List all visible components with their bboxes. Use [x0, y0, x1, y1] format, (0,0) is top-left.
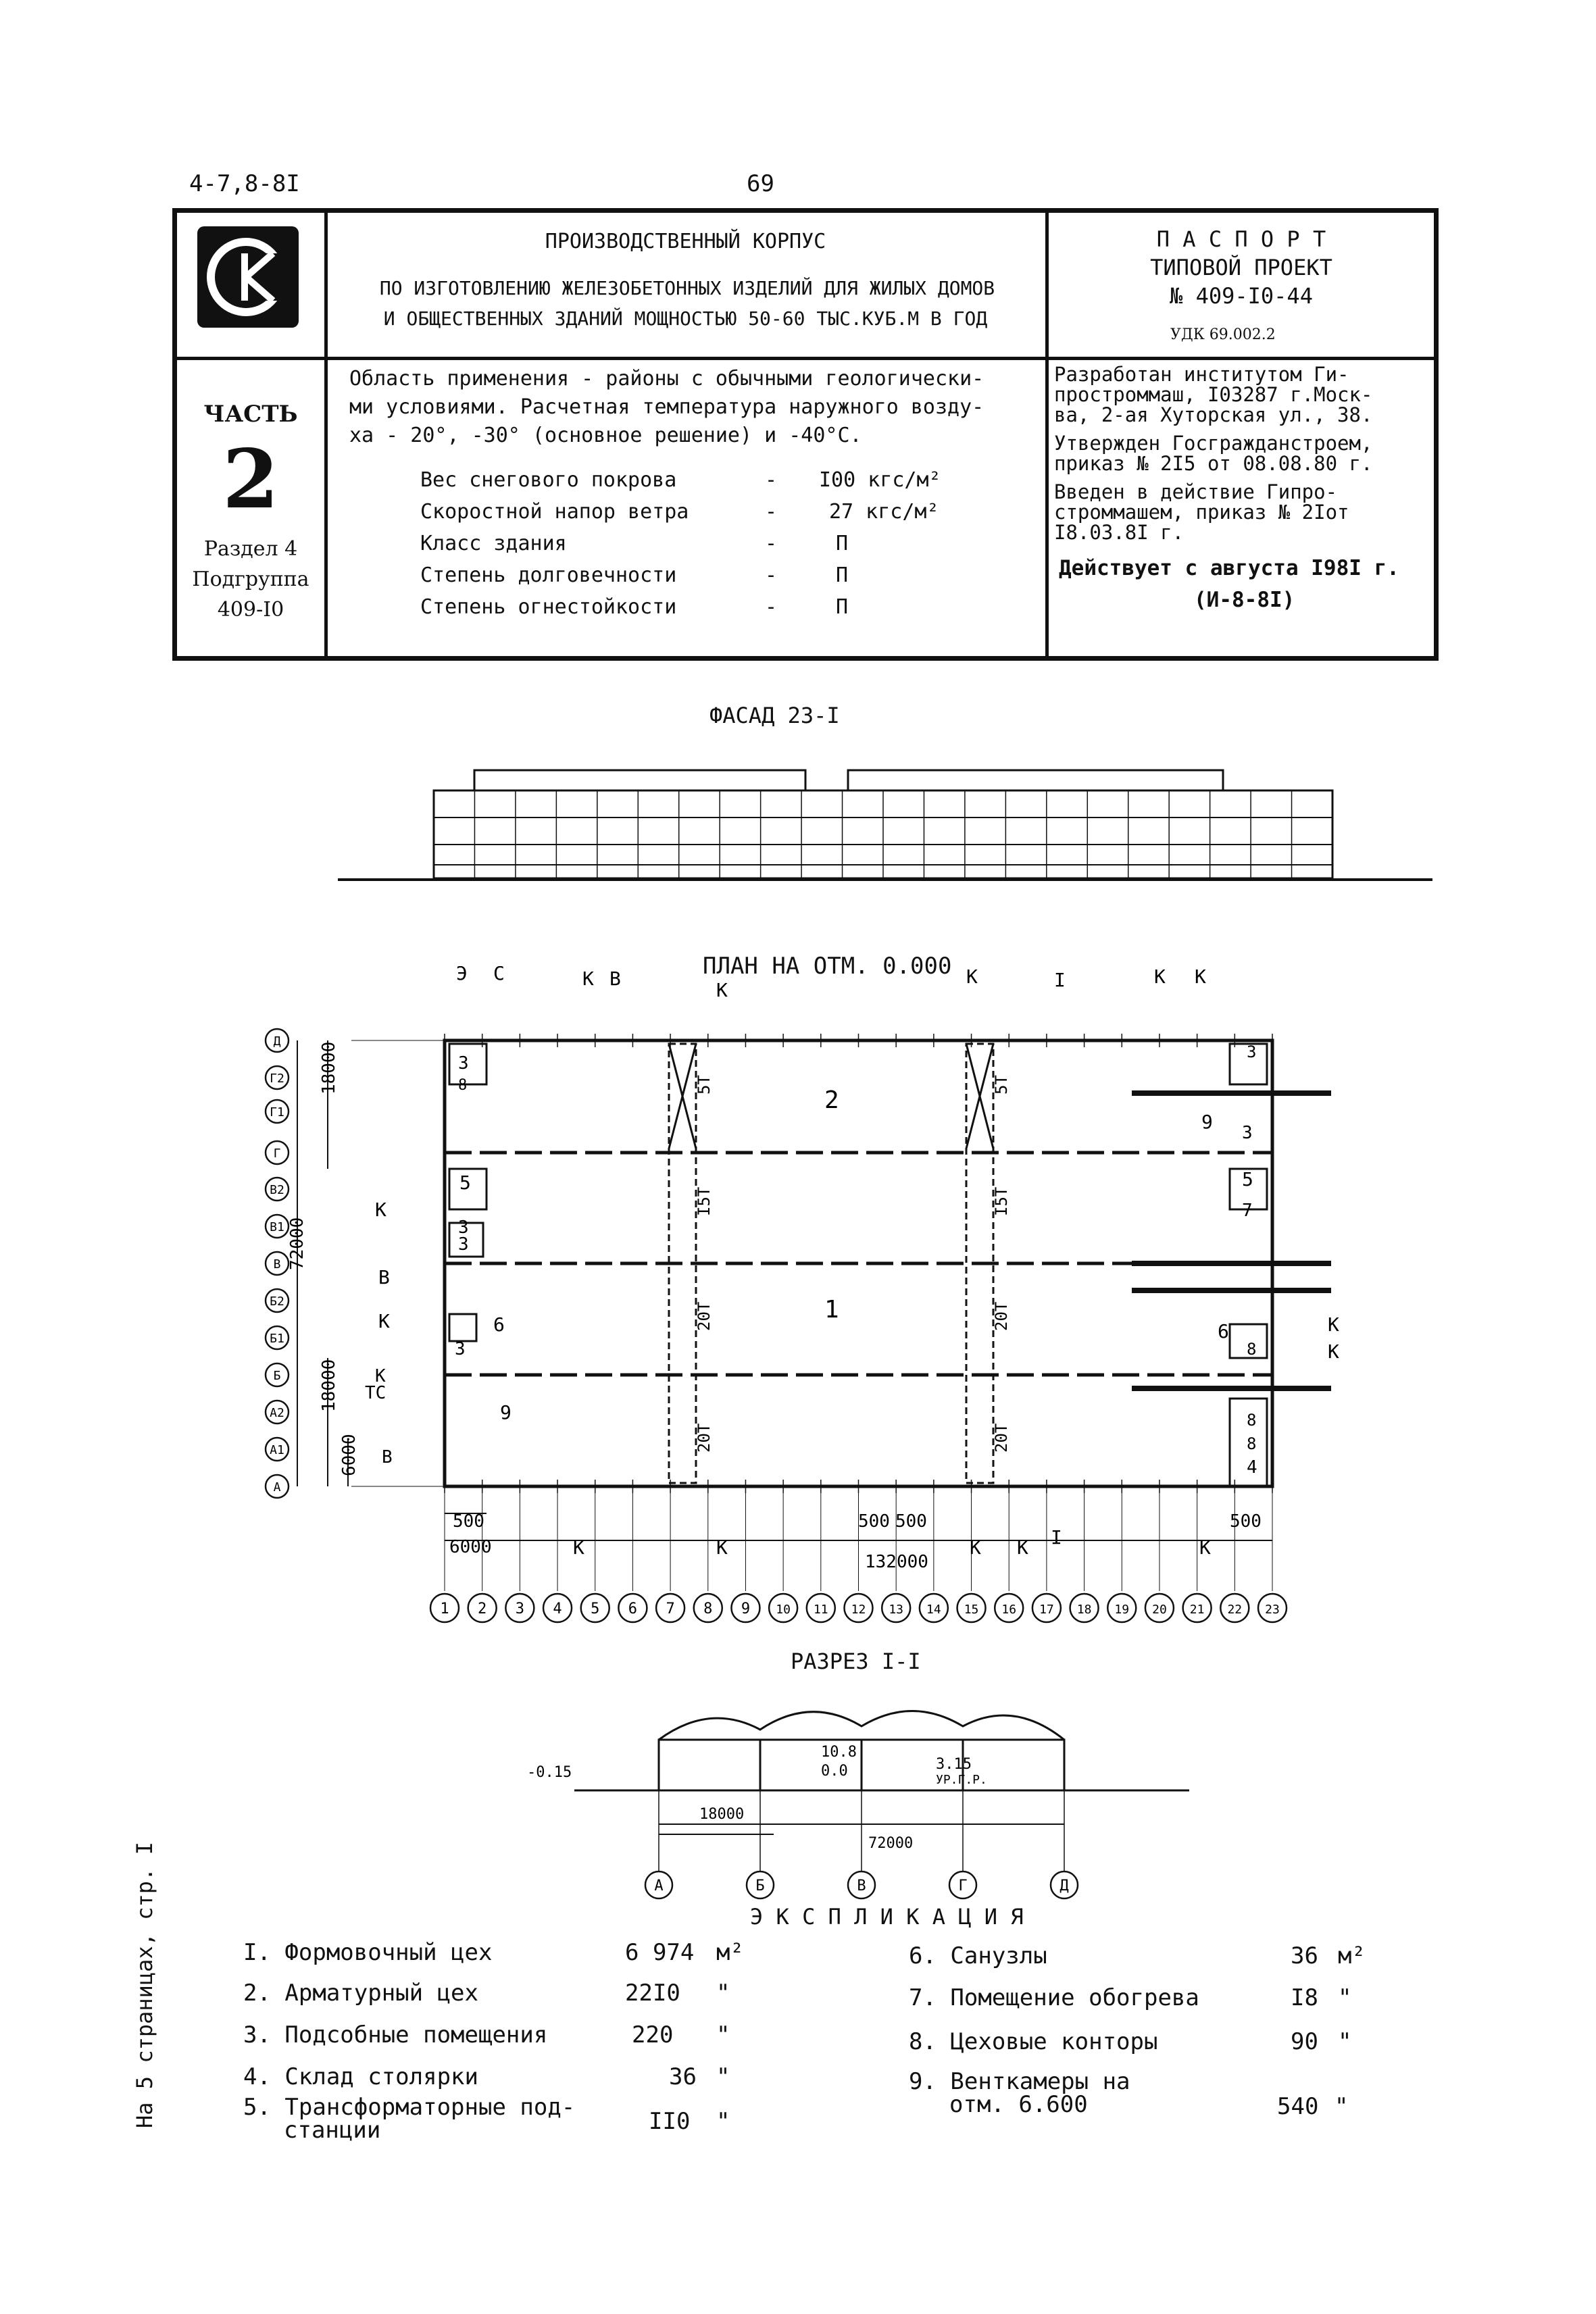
- explication-value: 22I0: [625, 1980, 680, 2007]
- explication-item: 4. Склад столярки: [243, 2063, 478, 2090]
- explication-unit: м²: [716, 1939, 744, 1966]
- svg-text:23: 23: [1265, 1603, 1280, 1617]
- column-axis-bubble: [995, 1594, 1023, 1622]
- row-axis-bubble: [266, 1178, 289, 1201]
- room-8: 8: [1247, 1434, 1257, 1453]
- explication-value: II0: [649, 2108, 691, 2135]
- explication-unit: ": [1338, 1984, 1352, 2011]
- explication-value: 6 974: [625, 1939, 695, 1966]
- scope-line-3: ха - 20°, -30° (основное решение) и -40°С.: [349, 424, 862, 447]
- explication-unit: ": [716, 1980, 730, 2007]
- row-axis-bubble: [266, 1066, 289, 1089]
- column-axis-bubble: [694, 1594, 722, 1622]
- marker-k: К: [1199, 1536, 1211, 1559]
- dim-500: 500: [895, 1511, 927, 1532]
- svg-text:17: 17: [1039, 1603, 1054, 1617]
- param-value: П: [836, 595, 849, 619]
- svg-text:Г: Г: [273, 1147, 281, 1161]
- section-axis-bubble: [645, 1871, 672, 1898]
- svg-text:19: 19: [1114, 1603, 1130, 1617]
- row-axis-bubble: [266, 1141, 289, 1164]
- explication-item: 5. Трансформаторные под-: [243, 2094, 576, 2121]
- svg-text:15: 15: [964, 1603, 979, 1617]
- column-axis-bubble: [957, 1594, 986, 1622]
- section-axis-bubble: [1051, 1871, 1078, 1898]
- explication-item: I. Формовочный цех: [243, 1939, 493, 1966]
- document-code: 4-7,8-8I: [189, 170, 300, 197]
- room-9: 9: [1201, 1111, 1213, 1133]
- dim-500: 500: [1230, 1511, 1262, 1532]
- marker-k: К: [573, 1536, 584, 1559]
- developed-line-2: простроммаш, I03287 г.Моск-: [1054, 383, 1373, 406]
- svg-text:11: 11: [813, 1603, 828, 1617]
- subgroup-code: 409-I0: [217, 598, 284, 622]
- crane-5t: 5Т: [695, 1075, 714, 1095]
- dim-500: 500: [453, 1511, 484, 1532]
- room-3: 3: [458, 1234, 469, 1255]
- effective-date: Действует с августа I98I г.: [1059, 556, 1399, 580]
- dim-6000-left: 6000: [339, 1434, 359, 1476]
- dim-18000: 18000: [319, 1041, 339, 1095]
- room-4: 4: [1247, 1457, 1257, 1478]
- effective-code: (И-8-8I): [1194, 588, 1295, 612]
- introduced-line-1: Введен в действие Гипро-: [1054, 480, 1338, 503]
- explication-value: 90: [1291, 2028, 1318, 2055]
- room-8: 8: [1247, 1411, 1257, 1430]
- room-7: 7: [1242, 1201, 1253, 1221]
- column-axis-bubble: [731, 1594, 759, 1622]
- publisher-logo: [197, 226, 299, 328]
- explication-value: I8: [1291, 1984, 1318, 2011]
- svg-text:5: 5: [591, 1601, 600, 1617]
- plan-title: ПЛАН НА ОТМ. 0.000: [703, 953, 952, 980]
- marker-k: К: [716, 979, 728, 1001]
- entry-k: К: [375, 1366, 386, 1386]
- svg-text:13: 13: [889, 1603, 904, 1617]
- crane-15t: I5Т: [992, 1186, 1011, 1216]
- svg-text:2: 2: [478, 1601, 487, 1617]
- crane-5t: 5Т: [992, 1075, 1011, 1095]
- explication-item: 3. Подсобные помещения: [243, 2021, 548, 2048]
- marker-v: В: [609, 967, 621, 990]
- explication-item: 8. Цеховые конторы: [909, 2028, 1158, 2055]
- entry-v: В: [382, 1447, 393, 1467]
- title-line-2: ПО ИЗГОТОВЛЕНИЮ ЖЕЛЕЗОБЕТОННЫХ ИЗДЕЛИЙ ДЛЯ ЖИЛЫХ ДОМОВ: [379, 277, 995, 299]
- approved-line-1: Утвержден Госгражданстроем,: [1054, 432, 1373, 455]
- column-axis-bubble: [882, 1594, 910, 1622]
- svg-text:А: А: [273, 1480, 281, 1494]
- explication-item: 7. Помещение обогрева: [909, 1984, 1199, 2011]
- scope-line-1: Область применения - районы с обычными геологически-: [349, 367, 984, 391]
- page-number: 69: [747, 170, 774, 197]
- param-dash: -: [765, 468, 778, 492]
- svg-text:18: 18: [1076, 1603, 1092, 1617]
- svg-text:21: 21: [1189, 1603, 1205, 1617]
- room-5: 5: [459, 1172, 471, 1194]
- part-number: 2: [222, 432, 279, 527]
- approved-line-2: приказ № 2I5 от 08.08.80 г.: [1054, 452, 1373, 475]
- dim-72000: 72000: [868, 1835, 914, 1852]
- svg-text:7: 7: [666, 1601, 675, 1617]
- title-block: [172, 208, 1439, 661]
- crane-20t: 20Т: [695, 1301, 714, 1331]
- row-axis-bubble: [266, 1029, 289, 1052]
- column-axis-bubble: [1145, 1594, 1174, 1622]
- column-axis-bubble: [1070, 1594, 1099, 1622]
- column-axis-bubble: [845, 1594, 873, 1622]
- explication-unit: ": [716, 2063, 730, 2090]
- column-axis-bubble: [581, 1594, 609, 1622]
- row-axis-bubble: [266, 1475, 289, 1498]
- explication-unit: м²: [1338, 1942, 1366, 1969]
- param-value: П: [836, 563, 849, 587]
- explication-value: 36: [1291, 1942, 1318, 1969]
- row-axis-bubble: [266, 1401, 289, 1424]
- svg-text:20: 20: [1152, 1603, 1167, 1617]
- column-axis-bubble: [1183, 1594, 1212, 1622]
- dim-18000: 18000: [699, 1806, 745, 1823]
- mark-10-8: 10.8: [821, 1744, 857, 1761]
- column-axis-bubble: [505, 1594, 534, 1622]
- row-axis-bubble: [266, 1215, 289, 1238]
- explication-value: 540: [1277, 2093, 1319, 2120]
- column-axis-bubble: [1220, 1594, 1249, 1622]
- room-6: 6: [493, 1313, 505, 1336]
- row-axis-bubble: [266, 1289, 289, 1312]
- marker-k: К: [716, 1536, 728, 1559]
- project-number: № 409-I0-44: [1170, 283, 1313, 309]
- param-value: П: [836, 532, 849, 555]
- svg-text:10: 10: [776, 1603, 791, 1617]
- udk-code: УДК 69.002.2: [1170, 326, 1276, 343]
- explication-title: Э К С П Л И К А Ц И Я: [750, 1904, 1024, 1930]
- section-drawing: [514, 1689, 1230, 1912]
- explication-item: 2. Арматурный цех: [243, 1980, 478, 2007]
- passport-label: П А С П О Р Т: [1156, 226, 1326, 252]
- column-axis-bubble: [769, 1594, 797, 1622]
- floor-plan: [264, 966, 1453, 1635]
- svg-text:Б1: Б1: [270, 1332, 284, 1346]
- mark-0-0: 0.0: [821, 1763, 848, 1780]
- room-2: 2: [824, 1086, 839, 1114]
- column-axis-bubble: [430, 1594, 459, 1622]
- room-8: 8: [1247, 1340, 1257, 1359]
- explication-item: 9. Венткамеры на: [909, 2068, 1130, 2095]
- explication-unit: ": [716, 2021, 730, 2048]
- param-value: 27 кгс/м²: [829, 500, 939, 524]
- room-3: 3: [1242, 1123, 1253, 1143]
- room-8: 8: [458, 1077, 468, 1094]
- column-axis-bubble: [807, 1594, 835, 1622]
- page-count-note: На 5 страницах, стр. I: [132, 1842, 157, 2128]
- explication-item-continuation: отм. 6.600: [949, 2091, 1088, 2118]
- dim-72000: 72000: [287, 1217, 307, 1270]
- room-9: 9: [500, 1401, 512, 1424]
- svg-text:Д: Д: [273, 1034, 281, 1049]
- project-type: ТИПОВОЙ ПРОЕКТ: [1150, 255, 1332, 280]
- marker-s: С: [493, 966, 505, 984]
- svg-text:3: 3: [515, 1601, 524, 1617]
- column-axis-bubble: [656, 1594, 684, 1622]
- marker-k: К: [582, 967, 594, 990]
- param-label: Степень долговечности: [420, 563, 677, 587]
- explication-item: 6. Санузлы: [909, 1942, 1047, 1969]
- marker-k: К: [966, 966, 978, 988]
- part-label: ЧАСТЬ: [203, 401, 298, 428]
- svg-text:8: 8: [703, 1601, 713, 1617]
- svg-text:6: 6: [628, 1601, 638, 1617]
- section-axis-bubble: [848, 1871, 875, 1898]
- marker-k: К: [970, 1536, 981, 1559]
- svg-text:Г: Г: [958, 1878, 968, 1894]
- param-label: Скоростной напор ветра: [420, 500, 689, 524]
- section-title: РАЗРЕЗ I-I: [791, 1649, 921, 1674]
- room-5: 5: [1242, 1168, 1253, 1190]
- marker-k: К: [1195, 966, 1206, 988]
- introduced-line-3: I8.03.8I г.: [1054, 521, 1184, 544]
- crane-20t: 20Т: [992, 1423, 1011, 1453]
- entry-k: К: [378, 1310, 390, 1332]
- facade-title: ФАСАД 23-I: [709, 703, 840, 728]
- explication-value: 220: [632, 2021, 674, 2048]
- explication-unit: ": [716, 2108, 730, 2135]
- svg-text:Г1: Г1: [270, 1105, 284, 1120]
- title-line-1: ПРОИЗВОДСТВЕННЫЙ КОРПУС: [545, 230, 826, 253]
- section-cut-marker: I: [1051, 1526, 1062, 1549]
- svg-text:22: 22: [1227, 1603, 1243, 1617]
- crane-20t: 20Т: [992, 1301, 1011, 1331]
- mark-3-15: 3.15: [936, 1756, 972, 1773]
- svg-text:Б: Б: [273, 1369, 281, 1383]
- section-axis-bubble: [949, 1871, 976, 1898]
- room-3: 3: [1247, 1042, 1257, 1061]
- scope-line-2: ми условиями. Расчетная температура наружного возду-: [349, 395, 984, 419]
- explication-item-continuation: станции: [284, 2117, 381, 2144]
- developed-line-1: Разработан институтом Ги-: [1054, 363, 1349, 386]
- row-axis-bubble: [266, 1100, 289, 1123]
- room-3: 3: [455, 1339, 466, 1359]
- mark-ugr: УР.Г.Р.: [936, 1773, 987, 1787]
- entry-k: К: [1328, 1340, 1339, 1363]
- svg-text:12: 12: [851, 1603, 866, 1617]
- marker-e: Э: [456, 966, 468, 984]
- svg-text:Д: Д: [1059, 1878, 1069, 1894]
- explication-value: 36: [669, 2063, 697, 2090]
- room-1: 1: [824, 1296, 839, 1324]
- column-axis-bubble: [543, 1594, 572, 1622]
- svg-text:16: 16: [1001, 1603, 1017, 1617]
- param-dash: -: [765, 563, 778, 587]
- section-label: Раздел 4: [203, 537, 298, 561]
- svg-text:В: В: [857, 1878, 866, 1894]
- introduced-line-2: строммашем, приказ № 2Iот: [1054, 501, 1349, 524]
- svg-text:А1: А1: [270, 1443, 284, 1457]
- room-6: 6: [1218, 1320, 1229, 1342]
- facade-drawing: [331, 757, 1439, 892]
- svg-text:9: 9: [741, 1601, 751, 1617]
- title-line-3: И ОБЩЕСТВЕННЫХ ЗДАНИЙ МОЩНОСТЬЮ 50-60 ТЫС.КУБ.М В ГОД: [383, 307, 988, 330]
- column-axis-bubble: [1258, 1594, 1287, 1622]
- param-label: Класс здания: [420, 532, 567, 555]
- param-label: Степень огнестойкости: [420, 595, 677, 619]
- svg-text:Г2: Г2: [270, 1072, 284, 1086]
- entry-k: К: [1328, 1313, 1339, 1336]
- column-axis-bubble: [1107, 1594, 1136, 1622]
- entry-k: К: [375, 1199, 386, 1221]
- row-axis-bubble: [266, 1326, 289, 1349]
- svg-text:1: 1: [440, 1601, 449, 1617]
- svg-text:Б: Б: [755, 1878, 765, 1894]
- dim-132000: 132000: [865, 1552, 928, 1572]
- svg-text:А2: А2: [270, 1406, 284, 1420]
- row-axis-bubble: [266, 1363, 289, 1386]
- svg-text:А: А: [654, 1878, 664, 1894]
- crane-15t: I5Т: [695, 1186, 714, 1216]
- dim-18000-lower: 18000: [319, 1359, 339, 1412]
- marker-k: К: [1017, 1536, 1028, 1559]
- param-label: Вес снегового покрова: [420, 468, 677, 492]
- section-cut-marker: I: [1054, 969, 1066, 991]
- row-axis-bubble: [266, 1438, 289, 1461]
- developed-line-3: ва, 2-ая Хуторская ул., 38.: [1054, 403, 1373, 426]
- mark-minus-015: -0.15: [527, 1764, 572, 1781]
- dim-6000: 6000: [449, 1537, 492, 1557]
- svg-text:В1: В1: [270, 1220, 284, 1234]
- section-axis-bubble: [747, 1871, 774, 1898]
- explication-unit: ": [1338, 2028, 1352, 2055]
- column-axis-bubble: [468, 1594, 497, 1622]
- svg-text:Б2: Б2: [270, 1294, 284, 1309]
- subgroup-label: Подгруппа: [192, 568, 309, 591]
- column-axis-bubble: [920, 1594, 948, 1622]
- column-axis-bubble: [1032, 1594, 1061, 1622]
- svg-text:В: В: [273, 1257, 281, 1272]
- marker-k: К: [1154, 966, 1166, 988]
- room-3: 3: [458, 1053, 469, 1074]
- param-dash: -: [765, 595, 778, 619]
- explication-unit: ": [1335, 2093, 1349, 2120]
- entry-ts: ТС: [365, 1383, 386, 1403]
- svg-text:4: 4: [553, 1601, 562, 1617]
- svg-text:В2: В2: [270, 1183, 284, 1197]
- param-dash: -: [765, 532, 778, 555]
- param-dash: -: [765, 500, 778, 524]
- svg-text:14: 14: [926, 1603, 941, 1617]
- column-axis-bubble: [618, 1594, 647, 1622]
- entry-v: В: [378, 1266, 390, 1288]
- param-value: I00 кгс/м²: [819, 468, 941, 492]
- room-3: 3: [458, 1217, 469, 1238]
- row-axis-bubble: [266, 1252, 289, 1275]
- dim-500: 500: [858, 1511, 890, 1532]
- crane-20t: 20Т: [695, 1423, 714, 1453]
